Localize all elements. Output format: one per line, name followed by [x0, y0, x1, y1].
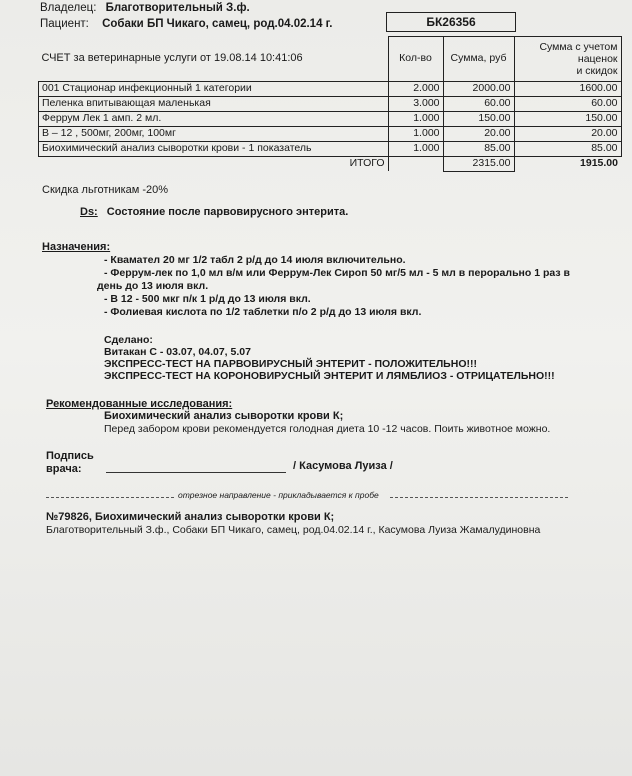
- row-sum: 20.00: [443, 126, 514, 141]
- total-final: 1915.00: [580, 157, 618, 170]
- row-sum: 2000.00: [443, 81, 514, 96]
- total-label: ИТОГО: [39, 156, 389, 171]
- row-name: В – 12 , 500мг, 200мг, 100мг: [39, 126, 389, 141]
- signature-line: [106, 472, 286, 473]
- row-qty: 1.000: [388, 111, 443, 126]
- col-sum-header: Сумма, руб: [443, 37, 514, 82]
- row-qty: 1.000: [388, 141, 443, 156]
- col-qty-header: Кол-во: [388, 37, 443, 82]
- discount-text: Скидка льготникам -20%: [42, 184, 169, 196]
- table-row: [39, 126, 622, 141]
- row-name: 001 Стационар инфекционный 1 категории: [39, 81, 389, 96]
- col-total-header: [514, 37, 621, 82]
- done-line: ЭКСПРЕСС-ТЕСТ НА ПАРВОВИРУСНЫЙ ЭНТЕРИТ - ПОЛОЖИТЕЛЬНО!!!: [104, 358, 477, 370]
- owner-line: [40, 2, 250, 14]
- cutoff-dash-left: [46, 497, 174, 498]
- row-total: 1600.00: [514, 81, 621, 96]
- done-line: Витакан С - 03.07, 04.07, 5.07: [104, 346, 251, 358]
- row-total: 20.00: [514, 126, 621, 141]
- referral-title: №79826, Биохимический анализ сыворотки крови К;: [46, 511, 335, 523]
- signature-name: / Касумова Луиза /: [293, 460, 393, 472]
- table-row: [39, 111, 622, 126]
- referral-details: Благотворительный З.ф., Собаки БП Чикаго, самец, род.04.02.14 г., Касумова Луиза Жамалудиновна: [46, 524, 541, 536]
- total-sum: 2315.00: [443, 156, 514, 171]
- done-line: ЭКСПРЕСС-ТЕСТ НА КОРОНОВИРУСНЫЙ ЭНТЕРИТ И ЛЯМБЛИОЗ - ОТРИЦАТЕЛЬНО!!!: [104, 370, 555, 382]
- prescriptions-heading: Назначения:: [42, 241, 111, 253]
- total-row: [39, 156, 622, 171]
- cutoff-text: отрезное направление - прикладывается к пробе: [178, 490, 379, 500]
- col-total-header-line2: наценок: [577, 52, 618, 65]
- row-sum: 60.00: [443, 96, 514, 111]
- row-sum: 150.00: [443, 111, 514, 126]
- row-total: 60.00: [514, 96, 621, 111]
- invoice-header-row: [39, 37, 622, 82]
- invoice-table: [38, 36, 622, 172]
- col-total-header-line1: Сумма с учетом: [539, 40, 618, 53]
- row-qty: 3.000: [388, 96, 443, 111]
- row-name: Феррум Лек 1 амп. 2 мл.: [39, 111, 389, 126]
- diagnosis-text: Состояние после парвовирусного энтерита.: [106, 206, 349, 218]
- row-total: 150.00: [514, 111, 621, 126]
- row-name: Биохимический анализ сыворотки крови - 1 показатель: [39, 141, 389, 156]
- row-qty: 2.000: [388, 81, 443, 96]
- row-qty: 1.000: [388, 126, 443, 141]
- patient-line: [40, 18, 333, 30]
- card-number: БК26356: [386, 12, 516, 32]
- prescription-item: - Квамател 20 мг 1/2 табл 2 р/д до 14 июля включительно.: [104, 254, 406, 266]
- recommended-item: Биохимический анализ сыворотки крови К;: [104, 410, 344, 422]
- prescription-item: - В 12 - 500 мкг п/к 1 р/д до 13 июля вкл.: [104, 293, 311, 305]
- diagnosis: [80, 206, 348, 218]
- diagnosis-label: Ds:: [80, 206, 98, 218]
- recommended-note: Перед забором крови рекомендуется голодная диета 10 -12 часов. Поить животное можно.: [104, 423, 551, 435]
- row-sum: 85.00: [443, 141, 514, 156]
- patient-label: Пациент:: [40, 18, 89, 30]
- owner-label: Владелец:: [40, 2, 97, 14]
- row-total: 85.00: [514, 141, 621, 156]
- prescription-item: день до 13 июля вкл.: [97, 280, 209, 292]
- recommended-heading: Рекомендованные исследования:: [46, 398, 233, 410]
- total-qty-empty: [388, 156, 443, 171]
- owner-value: Благотворительный З.ф.: [105, 2, 250, 14]
- row-name: Пеленка впитывающая маленькая: [39, 96, 389, 111]
- patient-value: Собаки БП Чикаго, самец, род.04.02.14 г.: [102, 18, 333, 30]
- table-row: [39, 96, 622, 111]
- signature-label-1: Подпись: [46, 450, 94, 462]
- done-heading: Сделано:: [104, 334, 153, 346]
- col-total-header-line3: и скидок: [576, 64, 618, 77]
- table-row: [39, 141, 622, 156]
- table-row: [39, 81, 622, 96]
- prescription-item: - Фолиевая кислота по 1/2 таблетки п/о 2 р/д до 13 июля вкл.: [104, 306, 422, 318]
- prescription-item: - Феррум-лек по 1,0 мл в/м или Феррум-Лек Сироп 50 мг/5 мл - 5 мл в перорально 1 раз в: [104, 267, 570, 279]
- signature-label-2: врача:: [46, 463, 82, 475]
- invoice-title: СЧЕТ за ветеринарные услуги от 19.08.14 10:41:06: [39, 37, 389, 82]
- cutoff-dash-right: [390, 497, 568, 498]
